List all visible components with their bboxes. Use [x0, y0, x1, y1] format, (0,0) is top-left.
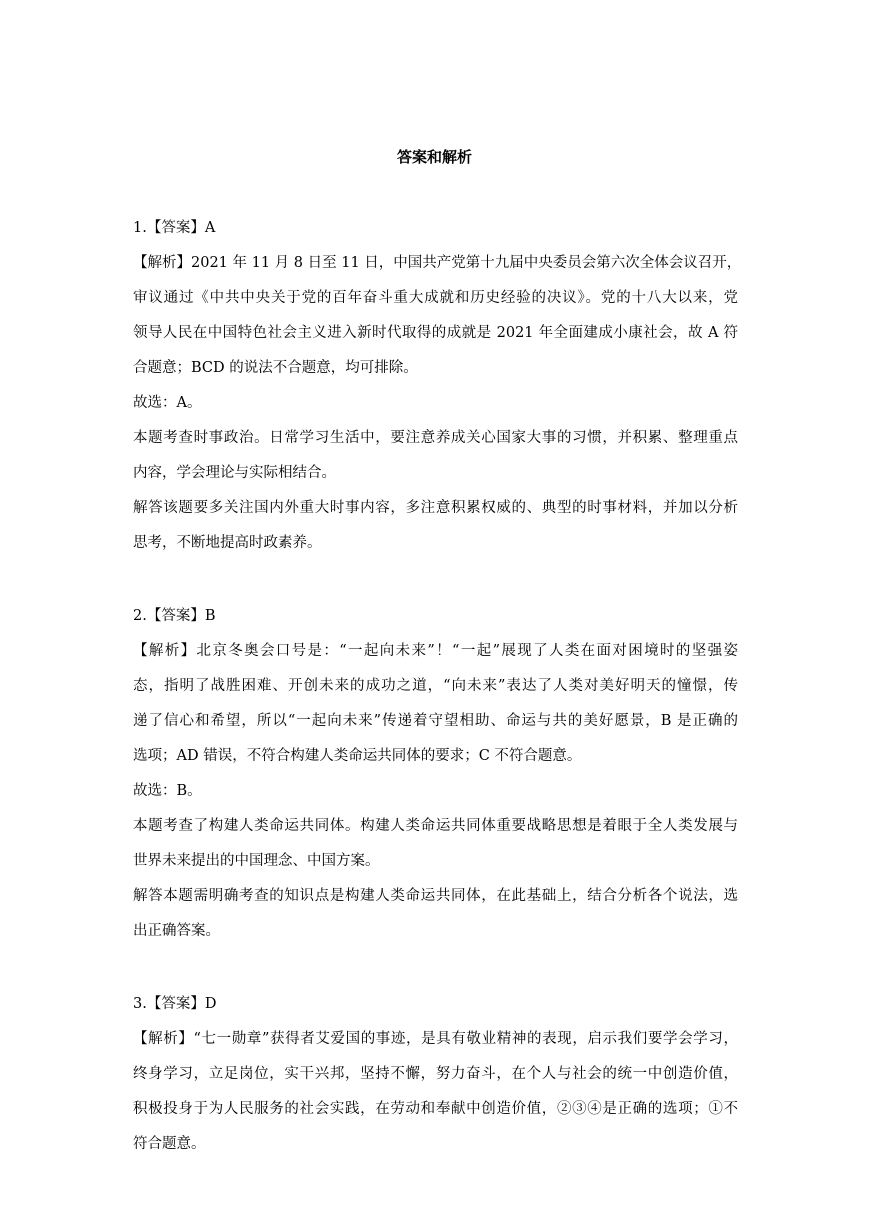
page-title: 答案和解析	[396, 148, 472, 166]
text-line: 本题考查时事政治。日常学习生活中，要注意养成关心国家大事的习惯，并积累、整理重点	[133, 430, 738, 446]
answer-section-3	[133, 987, 738, 1162]
text-line: 本题考查了构建人类命运共同体。构建人类命运共同体重要战略思想是着眼于全人类发展与	[133, 818, 738, 834]
text-line: 出正确答案。	[133, 923, 220, 939]
text-line: 1.【答案】A	[133, 220, 216, 236]
text-line: 态，指明了战胜困难、开创未来的成功之道，“向未来”表达了人类对美好明天的憧憬，传	[133, 678, 738, 694]
text-line: 解答该题要多关注国内外重大时事内容，多注意积累权威的、典型的时事材料，并加以分析	[133, 500, 738, 516]
text-line: 解答本题需明确考查的知识点是构建人类命运共同体，在此基础上，结合分析各个说法，选	[133, 888, 738, 904]
answers-content	[133, 211, 742, 1200]
answer-section-2	[133, 599, 738, 949]
text-line: 递了信心和希望，所以“一起向未来”传递着守望相助、命运与共的美好愿景，B 是正确的	[133, 713, 738, 729]
text-line: 思考，不断地提高时政素养。	[133, 535, 322, 551]
text-line: 2.【答案】B	[133, 608, 216, 624]
text-line: 故选：A。	[133, 395, 202, 411]
text-line: 终身学习，立足岗位，实干兴邦，坚持不懈，努力奋斗，在个人与社会的统一中创造价值，	[133, 1066, 738, 1082]
text-line: 【解析】“七一勋章”获得者艾爱国的事迹，是具有敬业精神的表现，启示我们要学会学习，	[133, 1031, 738, 1047]
text-line: 【解析】北京冬奥会口号是：“一起向未来”！“一起”展现了人类在面对困境时的坚强姿	[133, 643, 738, 659]
text-line: 世界未来提出的中国理念、中国方案。	[133, 853, 380, 869]
text-line: 3.【答案】D	[133, 996, 217, 1012]
text-line: 故选：B。	[133, 783, 202, 799]
answer-section-1	[133, 211, 742, 561]
text-line: 积极投身于为人民服务的社会实践，在劳动和奉献中创造价值，②③④是正确的选项；①不	[133, 1101, 738, 1117]
text-line: 领导人民在中国特色社会主义进入新时代取得的成就是 2021 年全面建成小康社会，故 A 符	[133, 325, 738, 341]
text-line: 合题意；BCD 的说法不合题意，均可排除。	[133, 360, 418, 376]
text-line: 选项；AD 错误，不符合构建人类命运共同体的要求；C 不符合题意。	[133, 748, 582, 764]
text-line: 【解析】2021 年 11 月 8 日至 11 日，中国共产党第十九届中央委员会第六次全体会议召开，	[133, 255, 742, 271]
text-line: 审议通过《中共中央关于党的百年奋斗重大成就和历史经验的决议》。党的十八大以来，党	[133, 290, 738, 306]
text-line: 符合题意。	[133, 1136, 206, 1152]
text-line: 内容，学会理论与实际相结合。	[133, 465, 336, 481]
